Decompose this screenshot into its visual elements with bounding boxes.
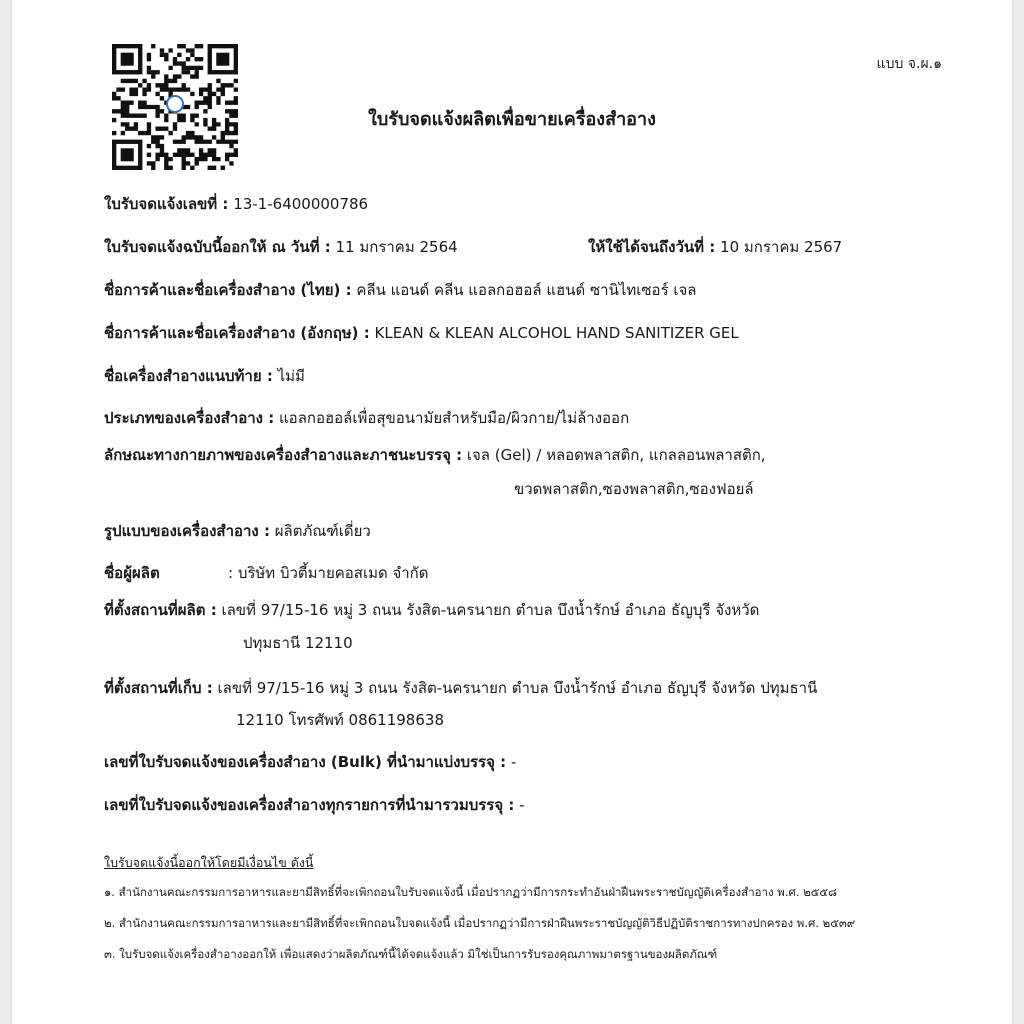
- name-thai-row: [104, 278, 697, 302]
- issue-date-label: ใบรับจดแจ้งฉบับนี้ออกให้ ณ วันที่ :: [104, 238, 331, 256]
- manufacturer-value-wrap: [228, 561, 429, 585]
- appended-name-label: ชื่อเครื่องสำอางแนบท้าย :: [104, 367, 273, 385]
- manufacturer-value: บริษัท บิวตี้มายคอสเมด จำกัด: [237, 564, 429, 582]
- production-site-value-line1: เลขที่ 97/15-16 หมู่ 3 ถนน รังสิต-นครนายก ตำบล บึงน้ำรักษ์ อำเภอ ธัญบุรี จังหวัด: [221, 601, 760, 619]
- format-value: ผลิตภัณฑ์เดี่ยว: [274, 522, 371, 540]
- format-row: [104, 519, 371, 543]
- storage-site-row: [104, 676, 817, 700]
- notification-number-value: 13-1-6400000786: [233, 195, 369, 213]
- physical-value-line1: เจล (Gel) / หลอดพลาสติก, แกลลอนพลาสติก,: [466, 446, 766, 464]
- physical-row: [104, 443, 766, 467]
- issue-date-row: [104, 235, 458, 259]
- condition-item-2: ๒. สำนักงานคณะกรรมการอาหารและยามีสิทธิ์ที่จะเพิกถอนใบจดแจ้งนี้ เมื่อปรากฏว่ามีการฝ่าฝืนพระราชบัญญัติวิธีปฏิบัติราชการทางปกครอง พ.ศ. ๒๕๓๙: [104, 916, 856, 930]
- manufacturer-row: [104, 561, 160, 585]
- appended-name-row: [104, 364, 305, 388]
- physical-label: ลักษณะทางกายภาพของเครื่องสำอางและภาชนะบรรจุ :: [104, 446, 463, 464]
- name-english-label: ชื่อการค้าและชื่อเครื่องสำอาง (อังกฤษ) :: [104, 324, 370, 342]
- document-title: ใบรับจดแจ้งผลิตเพื่อขายเครื่องสำอาง: [368, 109, 656, 130]
- storage-site-value-line2: 12110 โทรศัพท์ 0861198638: [236, 711, 444, 729]
- production-site-value-line2: ปทุมธานี 12110: [243, 634, 353, 652]
- name-english-row: [104, 321, 739, 345]
- storage-site-value-line1: เลขที่ 97/15-16 หมู่ 3 ถนน รังสิต-นครนายก ตำบล บึงน้ำรักษ์ อำเภอ ธัญบุรี จังหวัด ปทุมธานี: [217, 679, 818, 697]
- manufacturer-colon: :: [228, 564, 234, 582]
- all-items-number-row: [104, 793, 525, 817]
- document-page: [12, 0, 1012, 1024]
- form-code: แบบ จ.ผ.๑: [876, 56, 942, 72]
- condition-item-3: ๓. ใบรับจดแจ้งเครื่องสำอางออกให้ เพื่อแสดงว่าผลิตภัณฑ์นี้ได้จดแจ้งแล้ว มิใช่เป็นการรับรองคุณภาพมาตรฐานของผลิตภัณฑ์: [104, 947, 718, 961]
- format-label: รูปแบบของเครื่องสำอาง :: [104, 522, 270, 540]
- notification-number-row: [104, 192, 368, 216]
- cosmetic-type-value: แอลกอฮอล์เพื่อสุขอนามัยสำหรับมือ/ผิวกาย/ไม่ล้างออก: [279, 409, 630, 427]
- notification-number-label: ใบรับจดแจ้งเลขที่ :: [104, 195, 229, 213]
- name-thai-label: ชื่อการค้าและชื่อเครื่องสำอาง (ไทย) :: [104, 281, 352, 299]
- bulk-number-row: [104, 750, 516, 774]
- storage-site-label: ที่ตั้งสถานที่เก็บ :: [104, 679, 213, 697]
- production-site-row: [104, 598, 759, 622]
- cosmetic-type-label: ประเภทของเครื่องสำอาง :: [104, 409, 275, 427]
- cosmetic-type-row: [104, 406, 629, 430]
- bulk-number-value: -: [510, 753, 517, 771]
- valid-until-row: [588, 235, 842, 259]
- name-thai-value: คลีน แอนด์ คลีน แอลกอฮอล์ แฮนด์ ซานิไทเซอร์ เจล: [356, 281, 697, 299]
- valid-until-value: 10 มกราคม 2567: [720, 238, 843, 256]
- physical-value-line2: ขวดพลาสติก,ซองพลาสติก,ซองฟอยล์: [514, 480, 754, 498]
- all-items-number-value: -: [519, 796, 525, 814]
- valid-until-label: ให้ใช้ได้จนถึงวันที่ :: [588, 238, 716, 256]
- all-items-number-label: เลขที่ใบรับจดแจ้งของเครื่องสำอางทุกรายการที่นำมารวมบรรจุ :: [104, 796, 515, 814]
- conditions-heading: ใบรับจดแจ้งนี้ออกให้โดยมีเงื่อนไข ดังนี้: [104, 855, 314, 870]
- appended-name-value: ไม่มี: [277, 367, 305, 385]
- manufacturer-label: ชื่อผู้ผลิต: [104, 564, 160, 582]
- bulk-number-label: เลขที่ใบรับจดแจ้งของเครื่องสำอาง (Bulk) ที่นำมาแบ่งบรรจุ :: [104, 753, 507, 771]
- issue-date-value: 11 มกราคม 2564: [335, 238, 458, 256]
- production-site-label: ที่ตั้งสถานที่ผลิต :: [104, 601, 217, 619]
- condition-item-1: ๑. สำนักงานคณะกรรมการอาหารและยามีสิทธิ์ที่จะเพิกถอนใบรับจดแจ้งนี้ เมื่อปรากฏว่ามีการกระทำอันฝ่าฝืนพระราชบัญญัติเครื่องสำอาง พ.ศ. ๒๕๕๘: [104, 885, 837, 899]
- name-english-value: KLEAN & KLEAN ALCOHOL HAND SANITIZER GEL: [374, 324, 739, 342]
